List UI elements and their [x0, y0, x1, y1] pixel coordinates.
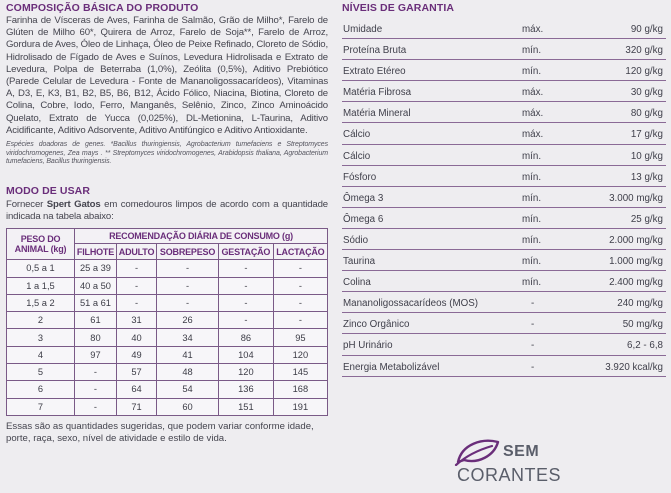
consumption-cell: 57	[116, 364, 156, 381]
nutrient-value: 25 g/kg	[630, 213, 663, 225]
consumption-cell: 120	[273, 346, 327, 363]
usage-footnote: Essas são as quantidades sugeridas, que podem variar conforme idade, porte, raça, sexo, nível de atividade e estilo de vida.	[6, 420, 314, 445]
usage-intro-prefix: Fornecer	[6, 198, 47, 210]
badge-line-2: CORANTES	[457, 465, 562, 485]
consumption-cell: 49	[116, 346, 156, 363]
consumption-cell: 25 a 39	[75, 260, 117, 277]
nutrient-value: 2.400 mg/kg	[609, 277, 663, 289]
consumption-cell: -	[116, 260, 156, 277]
consumption-cell: 61	[75, 312, 117, 329]
column-header-sobrepeso: SOBREPESO	[157, 244, 219, 260]
consumption-cell: -	[75, 381, 117, 398]
usage-intro-suffix: em comedouros limpos de acordo com a quantidade indicada na tabela abaixo:	[6, 198, 328, 223]
consumption-cell: 41	[157, 346, 219, 363]
consumption-cell: 168	[273, 381, 327, 398]
nutrient-value: 17 g/kg	[630, 129, 663, 141]
consumption-cell: -	[75, 364, 117, 381]
guarantee-row	[342, 60, 666, 81]
consumption-cell: 95	[273, 329, 327, 346]
consumption-cell: 136	[218, 381, 273, 398]
consumption-cell: -	[157, 294, 219, 311]
consumption-cell: 145	[273, 364, 327, 381]
sem-corantes-badge	[454, 436, 562, 490]
weight-cell: 7	[7, 398, 75, 415]
product-name: Spert Gatos	[46, 198, 101, 210]
nutrient-value: 1.000 mg/kg	[609, 256, 663, 268]
nutrient-qualifier: mín.	[522, 256, 542, 268]
consumption-cell: -	[116, 294, 156, 311]
nutrient-qualifier: mín.	[522, 171, 542, 183]
dosage-row	[7, 346, 328, 363]
dosage-row	[7, 381, 328, 398]
nutrient-qualifier: máx.	[522, 87, 544, 99]
right-column	[342, 2, 666, 377]
weight-cell: 1,5 a 2	[7, 294, 75, 311]
guarantee-row	[342, 334, 666, 355]
consumption-cell: 54	[157, 381, 219, 398]
nutrient-name: Umidade	[343, 24, 383, 35]
consumption-cell: 120	[218, 364, 273, 381]
nutrient-qualifier: -	[531, 319, 535, 331]
left-column	[6, 2, 328, 445]
dosage-row	[7, 398, 328, 415]
consumption-cell: 71	[116, 398, 156, 415]
consumption-cell: -	[218, 277, 273, 294]
consumption-cell: 40 a 50	[75, 277, 117, 294]
consumption-cell: -	[273, 260, 327, 277]
consumption-cell: 80	[75, 329, 117, 346]
column-header-gestacao: GESTAÇÃO	[218, 244, 273, 260]
nutrient-name: Fósforo	[343, 171, 377, 183]
nutrient-value: 120 g/kg	[625, 66, 663, 78]
dosage-row	[7, 364, 328, 381]
dosage-row	[7, 294, 328, 311]
nutrient-name: Ômega 3	[343, 192, 384, 204]
guarantee-row	[342, 187, 666, 208]
nutrient-qualifier: -	[531, 340, 535, 352]
dosage-row	[7, 260, 328, 277]
weight-cell: 3	[7, 329, 75, 346]
weight-cell: 1 a 1,5	[7, 277, 75, 294]
guarantee-row	[342, 292, 666, 313]
consumption-cell: 191	[273, 398, 327, 415]
guarantee-row	[342, 81, 666, 102]
usage-title: MODO DE USAR	[6, 184, 91, 197]
gm-donor-note: Espécies doadoras de genes. *Bacillus thuringiensis, Agrobacterium tumefaciens e Streptomyces viridochromogenes, Zea mays . ** Streptomyces viridochromogenes, Arabidopsis thaliana, Agrobacterium tumefaciens, Bacillus thuringiensis.	[6, 141, 328, 166]
consumption-cell: 48	[157, 364, 219, 381]
guarantee-row	[342, 208, 666, 229]
nutrient-value: 90 g/kg	[630, 24, 663, 35]
consumption-cell: -	[273, 312, 327, 329]
nutrient-value: 13 g/kg	[630, 171, 663, 183]
nutrient-value: 3.000 mg/kg	[609, 192, 663, 204]
guarantee-row	[342, 356, 666, 377]
nutrient-value: 3.920 kcal/kg	[605, 361, 663, 373]
nutrient-name: Cálcio	[343, 150, 371, 162]
guarantee-row	[342, 250, 666, 271]
nutrient-name: Matéria Mineral	[343, 108, 411, 120]
nutrient-value: 10 g/kg	[630, 150, 663, 162]
guarantee-row	[342, 229, 666, 250]
weight-cell: 6	[7, 381, 75, 398]
weight-column-header: PESO DO ANIMAL (kg)	[7, 229, 75, 260]
nutrient-value: 240 mg/kg	[617, 298, 663, 310]
nutrient-qualifier: mín.	[522, 66, 542, 78]
nutrient-name: Ômega 6	[343, 213, 384, 225]
badge-line-1: SEM	[503, 443, 540, 460]
guarantee-row	[342, 313, 666, 334]
consumption-cell: 60	[157, 398, 219, 415]
nutrient-qualifier: mín.	[522, 277, 542, 289]
nutrient-value: 80 g/kg	[630, 108, 663, 120]
consumption-cell: -	[116, 277, 156, 294]
weight-cell: 5	[7, 364, 75, 381]
nutrient-name: Mananoligossacarídeos (MOS)	[343, 298, 479, 310]
consumption-cell: -	[157, 260, 219, 277]
consumption-cell: 31	[116, 312, 156, 329]
guarantee-row	[342, 102, 666, 123]
dosage-table	[6, 228, 328, 416]
guarantee-row	[342, 39, 666, 60]
composition-title: COMPOSIÇÃO BÁSICA DO PRODUTO	[6, 2, 199, 14]
dosage-table-body	[7, 260, 328, 416]
column-header-lactacao: LACTAÇÃO	[273, 244, 327, 260]
nutrient-value: 6,2 - 6,8	[627, 340, 663, 352]
weight-cell: 0,5 a 1	[7, 260, 75, 277]
nutrient-value: 2.000 mg/kg	[609, 234, 663, 246]
guarantee-row	[342, 145, 666, 166]
guarantee-title: NÍVEIS DE GARANTIA	[342, 2, 455, 14]
nutrient-qualifier: máx.	[522, 129, 544, 141]
nutrient-value: 50 mg/kg	[622, 319, 663, 331]
nutrient-name: Cálcio	[343, 129, 371, 141]
consumption-cell: -	[273, 294, 327, 311]
nutrient-qualifier: mín.	[522, 45, 542, 57]
consumption-group-header: RECOMENDAÇÃO DIÁRIA DE CONSUMO (g)	[75, 229, 328, 244]
nutrient-name: Sódio	[343, 234, 369, 246]
nutrient-qualifier: mín.	[522, 234, 542, 246]
nutrient-name: Energia Metabolizável	[343, 361, 440, 373]
guarantee-row	[342, 123, 666, 144]
consumption-cell: -	[218, 312, 273, 329]
consumption-cell: 51 a 61	[75, 294, 117, 311]
nutrient-qualifier: mín.	[522, 192, 542, 204]
nutrient-name: Extrato Etéreo	[343, 66, 406, 78]
nutrient-qualifier: -	[531, 298, 535, 310]
column-header-filhote: FILHOTE	[75, 244, 117, 260]
dosage-row	[7, 277, 328, 294]
guarantee-list	[342, 18, 666, 377]
nutrient-value: 320 g/kg	[625, 45, 663, 57]
nutrient-qualifier: mín.	[522, 213, 542, 225]
guarantee-row	[342, 166, 666, 187]
nutrient-name: Matéria Fibrosa	[343, 87, 412, 99]
consumption-cell: 40	[116, 329, 156, 346]
consumption-cell: 34	[157, 329, 219, 346]
nutrient-value: 30 g/kg	[630, 87, 663, 99]
nutrient-name: pH Urinário	[343, 340, 393, 352]
nutrient-qualifier: mín.	[522, 150, 542, 162]
nutrient-name: Zinco Orgânico	[343, 319, 410, 331]
consumption-cell: 151	[218, 398, 273, 415]
consumption-cell: -	[157, 277, 219, 294]
dosage-row	[7, 329, 328, 346]
nutrient-name: Proteína Bruta	[343, 45, 407, 57]
consumption-cell: -	[218, 294, 273, 311]
guarantee-row	[342, 271, 666, 292]
consumption-cell: 97	[75, 346, 117, 363]
consumption-cell: 86	[218, 329, 273, 346]
nutrient-qualifier: -	[531, 361, 535, 373]
composition-text: Farinha de Vísceras de Aves, Farinha de Salmão, Grão de Milho*, Farelo de Glúten de Milho 60*, Quirera de Arroz, Farelo de Soja**, Farelo de Arroz, Gordura de Aves, Óleo de Linhaça, Óleo de Peixe Refinado, Cloreto de Sódio, Hidrolisado de Fígado de Aves e Suínos, Levedura Hidrolisada e Extrato de Levedura, Polpa de Beterraba (1,0%), Zeólita (0,5%), Aditivo Prebiótico (Parede Celular de Levedura - Fonte de Mananoligossacarídeos), Vitaminas A, D3, E, K3, B1, B2, B5, B6, B12, Ácido Fólico, Niacina, Biotina, Cloreto de Colina, Cobre, Iodo, Ferro, Manganês, Selênio, Zinco, Zinco Aminoácido Quelato, Extrato de Yucca (0,025%), DL-Metionina, L-Taurina, Aditivo Acidificante, Aditivo Adsorvente, Aditivo Antifúngico e Aditivo Antioxidante.	[6, 15, 328, 136]
consumption-cell: -	[75, 398, 117, 415]
weight-cell: 4	[7, 346, 75, 363]
nutrient-name: Taurina	[343, 256, 376, 268]
nutrient-name: Colina	[343, 277, 371, 289]
usage-intro	[6, 199, 328, 223]
consumption-cell: 64	[116, 381, 156, 398]
consumption-cell: -	[218, 260, 273, 277]
column-header-adulto: ADULTO	[116, 244, 156, 260]
consumption-cell: 26	[157, 312, 219, 329]
guarantee-row	[342, 18, 666, 39]
leaf-outline-icon	[454, 436, 504, 466]
weight-cell: 2	[7, 312, 75, 329]
consumption-cell: 104	[218, 346, 273, 363]
dosage-row	[7, 312, 328, 329]
consumption-cell: -	[273, 277, 327, 294]
nutrient-qualifier: máx.	[522, 24, 544, 35]
nutrient-qualifier: máx.	[522, 108, 544, 120]
